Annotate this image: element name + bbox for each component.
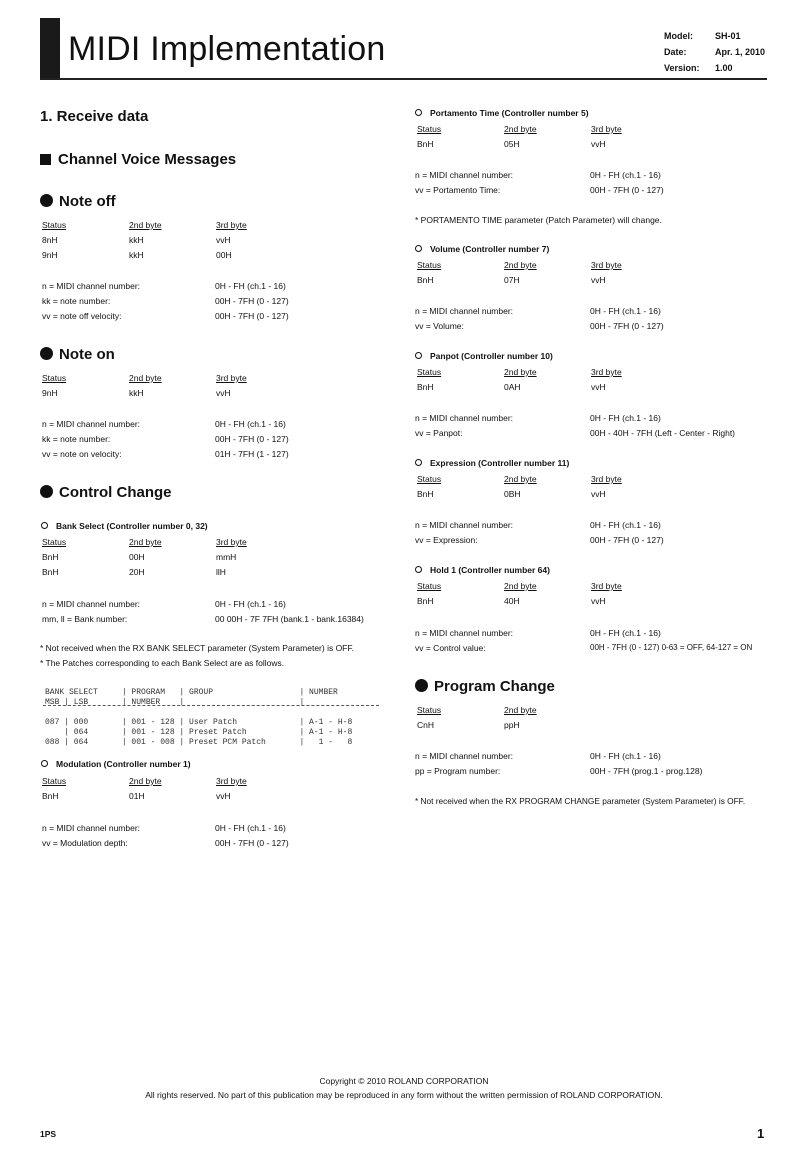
control-change-heading: [40, 484, 172, 501]
portamento-note: * PORTAMENTO TIME parameter (Patch Parameter) will change.: [415, 215, 662, 225]
definition-line: [415, 628, 795, 643]
meta-date-label: Date:: [664, 47, 687, 57]
col-3rd-byte-header: 3rd byte: [216, 776, 247, 786]
definition-value: 00H - 7FH (0 - 127): [215, 311, 289, 321]
expression-table: [417, 474, 777, 504]
col-3rd-byte-header: 3rd byte: [591, 581, 622, 591]
portamento-table: [417, 124, 777, 154]
definition-term: vv = Modulation depth:: [42, 838, 128, 848]
volume-table: [417, 260, 777, 290]
note-on-definitions: [42, 419, 382, 464]
definition-term: vv = note off velocity:: [42, 311, 122, 321]
copyright-line: Copyright © 2010 ROLAND CORPORATION: [319, 1076, 489, 1086]
byte2-cell: kkH: [129, 250, 144, 260]
byte2-cell: ppH: [504, 720, 520, 730]
hold1-definitions: [415, 628, 795, 658]
byte2-cell: 0BH: [504, 489, 521, 499]
status-cell: BnH: [42, 552, 59, 562]
definition-line: [42, 599, 382, 614]
definition-line: [415, 535, 775, 550]
byte2-cell: kkH: [129, 235, 144, 245]
table-header-row: [42, 373, 382, 388]
table-header-row: [417, 581, 777, 596]
definition-line: [415, 766, 775, 781]
definition-term: n = MIDI channel number:: [415, 628, 514, 638]
definition-value: 0H - FH (ch.1 - 16): [590, 306, 661, 316]
expression-heading: [415, 458, 569, 468]
note-on-table: [42, 373, 382, 403]
table-header-row: [42, 220, 382, 235]
definition-term: n = MIDI channel number:: [415, 413, 514, 423]
table-header-row: [42, 537, 382, 552]
definition-term: vv = Expression:: [415, 535, 478, 545]
portamento-definitions: [415, 170, 775, 200]
meta-model-label: Model:: [664, 31, 693, 41]
bullet-icon: [40, 485, 53, 498]
meta-date-value: Apr. 1, 2010: [715, 47, 766, 57]
ring-bullet-icon: [415, 245, 422, 252]
definition-line: [42, 614, 382, 629]
byte3-cell: vvH: [216, 791, 231, 801]
byte2-cell: 20H: [129, 567, 145, 577]
panpot-definitions: [415, 413, 775, 443]
definition-line: [42, 419, 382, 434]
volume-heading: [415, 244, 549, 254]
status-cell: CnH: [417, 720, 435, 730]
square-icon: [40, 154, 51, 165]
table-row: [417, 596, 777, 611]
bank-select-patch-table: BANK SELECT | PROGRAM | GROUP | NUMBER MSB | LSB | NUMBER | | 087 | 000 | 001 - 128 | User Patch | A-1 - H-8 | 064 | 001 - 128 | Preset Patch | A-1 - H-8 088 | 064 | 001 - 008 | Preset PCM Patch | 1 - 8: [45, 688, 353, 747]
modulation-heading-label: Modulation (Controller number 1): [56, 759, 191, 769]
definition-line: [415, 643, 795, 658]
meta-version-label: Version:: [664, 63, 700, 73]
program-change-heading: [415, 678, 555, 695]
status-cell: BnH: [417, 139, 434, 149]
hold1-heading: [415, 565, 550, 575]
meta-version-value: 1.00: [715, 63, 733, 73]
hold1-heading-label: Hold 1 (Controller number 64): [430, 565, 550, 575]
definition-line: [415, 751, 775, 766]
col-2nd-byte-header: 2nd byte: [504, 260, 537, 270]
definition-value: 00H - 7FH (0 - 127): [215, 296, 289, 306]
col-3rd-byte-header: 3rd byte: [591, 124, 622, 134]
table-row: [42, 235, 382, 250]
col-status-header: Status: [417, 367, 442, 377]
ring-bullet-icon: [415, 109, 422, 116]
ring-bullet-icon: [41, 522, 48, 529]
program-change-note: * Not received when the RX PROGRAM CHANGE parameter (System Parameter) is OFF.: [415, 796, 746, 806]
definition-term: n = MIDI channel number:: [415, 170, 514, 180]
byte2-cell: 07H: [504, 275, 520, 285]
col-status-header: Status: [42, 537, 67, 547]
status-cell: BnH: [417, 382, 434, 392]
definition-line: [42, 281, 382, 296]
ring-bullet-icon: [415, 459, 422, 466]
byte3-cell: vvH: [216, 235, 231, 245]
ring-bullet-icon: [41, 760, 48, 767]
table-row: [417, 489, 777, 504]
definition-value: 0H - FH (ch.1 - 16): [215, 419, 286, 429]
definition-term: vv = Panpot:: [415, 428, 463, 438]
definition-term: n = MIDI channel number:: [415, 520, 514, 530]
definition-line: [415, 321, 775, 336]
status-cell: 9nH: [42, 250, 58, 260]
definition-value: 0H - FH (ch.1 - 16): [590, 520, 661, 530]
byte3-cell: 00H: [216, 250, 232, 260]
definition-line: [415, 170, 775, 185]
modulation-heading: [41, 759, 191, 769]
note-off-table: [42, 220, 382, 265]
expression-definitions: [415, 520, 775, 550]
definition-value: 00H - 7FH (0 - 127): [215, 434, 289, 444]
definition-term: n = MIDI channel number:: [42, 823, 141, 833]
bullet-icon: [40, 194, 53, 207]
definition-value: 00H - 7FH (prog.1 - prog.128): [590, 766, 703, 776]
col-3rd-byte-header: 3rd byte: [216, 373, 247, 383]
subsection-heading: [40, 151, 236, 168]
definition-value: 0H - FH (ch.1 - 16): [590, 413, 661, 423]
table-row: [42, 250, 382, 265]
byte3-cell: mmH: [216, 552, 237, 562]
definition-value: 0H - FH (ch.1 - 16): [590, 170, 661, 180]
definition-term: vv = Volume:: [415, 321, 464, 331]
byte2-cell: kkH: [129, 388, 144, 398]
definition-term: n = MIDI channel number:: [42, 419, 141, 429]
status-cell: BnH: [417, 275, 434, 285]
status-cell: BnH: [42, 791, 59, 801]
col-status-header: Status: [417, 124, 442, 134]
definition-line: [42, 296, 382, 311]
document-code: 1PS: [40, 1129, 57, 1139]
table-row: [417, 720, 777, 735]
panpot-heading: [415, 351, 553, 361]
note-on-heading: [40, 346, 115, 363]
definition-line: [42, 449, 382, 464]
col-2nd-byte-header: 2nd byte: [504, 474, 537, 484]
table-header-row: [417, 124, 777, 139]
table-row: [417, 275, 777, 290]
col-2nd-byte-header: 2nd byte: [504, 581, 537, 591]
expression-heading-label: Expression (Controller number 11): [430, 458, 570, 468]
byte3-cell: vvH: [591, 596, 606, 606]
rights-line: All rights reserved. No part of this publication may be reproduced in any form without the written permission of ROLAND CORPORATION.: [145, 1090, 663, 1100]
program-change-heading-label: Program Change: [434, 678, 555, 695]
definition-value: 0H - FH (ch.1 - 16): [215, 281, 286, 291]
definition-value: 00H - 7FH (0 - 127): [590, 185, 664, 195]
col-2nd-byte-header: 2nd byte: [504, 705, 537, 715]
bank-select-table: [42, 537, 382, 582]
note-on-heading-label: Note on: [59, 346, 115, 363]
table-header-row: [417, 260, 777, 275]
definition-term: vv = note on velocity:: [42, 449, 122, 459]
modulation-table: [42, 776, 382, 806]
col-status-header: Status: [417, 705, 442, 715]
definition-line: [415, 413, 775, 428]
bank-select-note-2: * The Patches corresponding to each Bank Select are as follows.: [40, 658, 285, 668]
bullet-icon: [415, 679, 428, 692]
title-bar-accent: [40, 18, 60, 80]
definition-value: 00H - 7FH (0 - 127): [590, 535, 664, 545]
byte3-cell: vvH: [591, 382, 606, 392]
header-rule: [40, 78, 767, 80]
ring-bullet-icon: [415, 352, 422, 359]
table-row: [417, 382, 777, 397]
bank-select-heading: [41, 521, 208, 531]
program-change-definitions: [415, 751, 775, 781]
col-2nd-byte-header: 2nd byte: [504, 124, 537, 134]
modulation-definitions: [42, 823, 382, 853]
byte2-cell: 00H: [129, 552, 145, 562]
table-header-row: [42, 776, 382, 791]
subsection-heading-label: Channel Voice Messages: [58, 151, 237, 168]
definition-line: [42, 311, 382, 326]
table-header-row: [417, 474, 777, 489]
definition-term: n = MIDI channel number:: [42, 281, 141, 291]
col-3rd-byte-header: 3rd byte: [216, 537, 247, 547]
status-cell: BnH: [417, 489, 434, 499]
definition-term: pp = Program number:: [415, 766, 501, 776]
col-status-header: Status: [42, 373, 67, 383]
byte3-cell: vvH: [216, 388, 231, 398]
bullet-icon: [40, 347, 53, 360]
definition-value: 0H - FH (ch.1 - 16): [215, 823, 286, 833]
table-row: [42, 388, 382, 403]
col-status-header: Status: [417, 581, 442, 591]
definition-value: 00H - 7FH (0 - 127): [215, 838, 289, 848]
col-status-header: Status: [42, 776, 67, 786]
status-cell: BnH: [42, 567, 59, 577]
panpot-heading-label: Panpot (Controller number 10): [430, 351, 553, 361]
definition-value: 0H - FH (ch.1 - 16): [590, 628, 661, 638]
definition-term: n = MIDI channel number:: [42, 599, 141, 609]
status-cell: 9nH: [42, 388, 58, 398]
bank-table-dashed-rule: [43, 705, 379, 706]
status-cell: 8nH: [42, 235, 58, 245]
panpot-table: [417, 367, 777, 397]
table-row: [417, 139, 777, 154]
byte3-cell: vvH: [591, 489, 606, 499]
byte2-cell: 0AH: [504, 382, 521, 392]
definition-value: 00 00H - 7F 7FH (bank.1 - bank.16384): [215, 614, 364, 624]
portamento-heading-label: Portamento Time (Controller number 5): [430, 108, 589, 118]
col-2nd-byte-header: 2nd byte: [129, 373, 162, 383]
definition-value: 00H - 7FH (0 - 127) 0-63 = OFF, 64-127 = ON: [590, 643, 753, 652]
col-3rd-byte-header: 3rd byte: [591, 260, 622, 270]
status-cell: BnH: [417, 596, 434, 606]
control-change-heading-label: Control Change: [59, 484, 172, 501]
table-row: [42, 791, 382, 806]
portamento-heading: [415, 108, 589, 118]
byte2-cell: 05H: [504, 139, 520, 149]
col-status-header: Status: [417, 474, 442, 484]
definition-term: kk = note number:: [42, 296, 111, 306]
byte2-cell: 40H: [504, 596, 520, 606]
byte2-cell: 01H: [129, 791, 145, 801]
definition-value: 01H - 7FH (1 - 127): [215, 449, 289, 459]
definition-value: 00H - 7FH (0 - 127): [590, 321, 664, 331]
bank-select-heading-label: Bank Select (Controller number 0, 32): [56, 521, 208, 531]
volume-definitions: [415, 306, 775, 336]
definition-value: 00H - 40H - 7FH (Left - Center - Right): [590, 428, 736, 438]
col-3rd-byte-header: 3rd byte: [216, 220, 247, 230]
ring-bullet-icon: [415, 566, 422, 573]
table-row: [42, 552, 382, 567]
meta-model-value: SH-01: [715, 31, 741, 41]
bank-select-definitions: [42, 599, 382, 629]
col-2nd-byte-header: 2nd byte: [129, 220, 162, 230]
col-status-header: Status: [42, 220, 67, 230]
definition-line: [42, 823, 382, 838]
byte3-cell: vvH: [591, 139, 606, 149]
table-header-row: [417, 367, 777, 382]
table-row: [42, 567, 382, 582]
definition-term: kk = note number:: [42, 434, 111, 444]
definition-term: mm, ll = Bank number:: [42, 614, 128, 624]
definition-line: [415, 520, 775, 535]
note-off-definitions: [42, 281, 382, 326]
definition-line: [415, 185, 775, 200]
section-heading: 1. Receive data: [40, 108, 149, 125]
definition-value: 0H - FH (ch.1 - 16): [215, 599, 286, 609]
definition-term: n = MIDI channel number:: [415, 751, 514, 761]
table-header-row: [417, 705, 777, 720]
col-status-header: Status: [417, 260, 442, 270]
col-2nd-byte-header: 2nd byte: [504, 367, 537, 377]
page-title: MIDI Implementation: [68, 30, 386, 68]
byte3-cell: vvH: [591, 275, 606, 285]
volume-heading-label: Volume (Controller number 7): [430, 244, 550, 254]
hold1-table: [417, 581, 777, 611]
note-off-heading-label: Note off: [59, 193, 116, 210]
note-off-heading: [40, 193, 116, 210]
definition-value: 0H - FH (ch.1 - 16): [590, 751, 661, 761]
col-2nd-byte-header: 2nd byte: [129, 776, 162, 786]
definition-line: [415, 428, 775, 443]
page-number: 1: [757, 1126, 765, 1141]
byte3-cell: llH: [216, 567, 226, 577]
bank-select-note-1: * Not received when the RX BANK SELECT parameter (System Parameter) is OFF.: [40, 643, 354, 653]
definition-line: [42, 434, 382, 449]
definition-term: vv = Portamento Time:: [415, 185, 501, 195]
program-change-table: [417, 705, 777, 735]
col-3rd-byte-header: 3rd byte: [591, 474, 622, 484]
definition-term: n = MIDI channel number:: [415, 306, 514, 316]
col-2nd-byte-header: 2nd byte: [129, 537, 162, 547]
definition-line: [42, 838, 382, 853]
definition-line: [415, 306, 775, 321]
definition-term: vv = Control value:: [415, 643, 486, 653]
col-3rd-byte-header: 3rd byte: [591, 367, 622, 377]
